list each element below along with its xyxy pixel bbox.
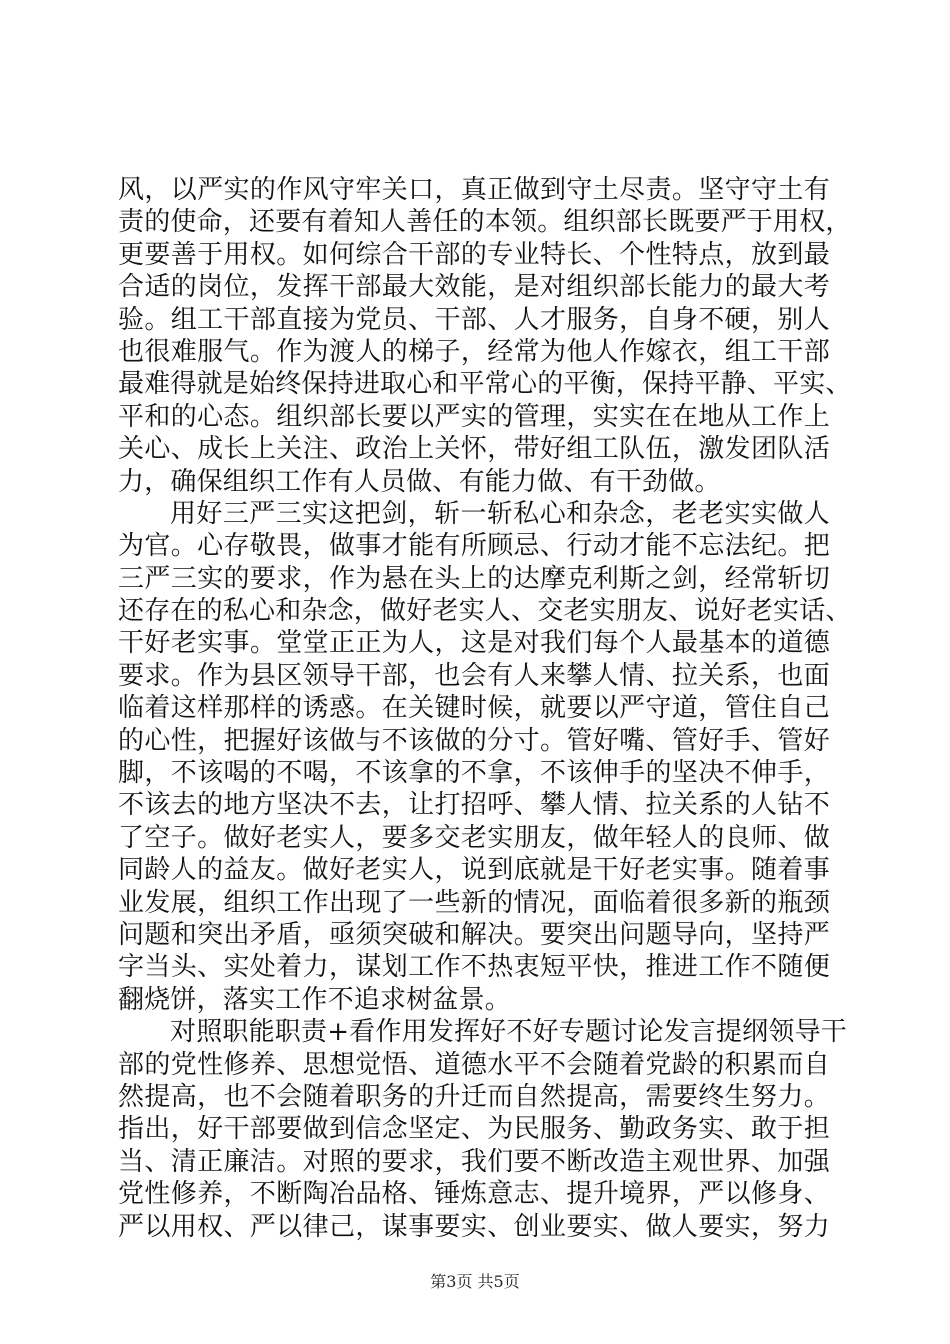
text-line: 更要善于用权。如何综合干部的专业特长、个性特点，放到最: [118, 239, 830, 270]
text-line: 同龄人的益友。做好老实人，说到底就是干好老实事。随着事: [118, 855, 830, 886]
text-line: 脚，不该喝的不喝，不该拿的不拿，不该伸手的坚决不伸手，: [118, 758, 830, 789]
text-line: 字当头、实处着力，谋划工作不热衷短平快，推进工作不随便: [118, 952, 830, 983]
text-line: 合适的岗位，发挥干部最大效能，是对组织部长能力的最大考: [118, 272, 830, 303]
text-line: 要求。作为县区领导干部，也会有人来攀人情、拉关系，也面: [118, 660, 830, 691]
paragraph: [118, 498, 852, 1016]
text-line: 问题和突出矛盾，亟须突破和解决。要突出问题导向，坚持严: [118, 919, 830, 950]
text-line: 不该去的地方坚决不去，让打招呼、攀人情、拉关系的人钻不: [118, 790, 830, 821]
text-line: 业发展，组织工作出现了一些新的情况，面临着很多新的瓶颈: [118, 887, 830, 918]
text-line: 三严三实的要求，作为悬在头上的达摩克利斯之剑，经常斩切: [118, 563, 830, 594]
text-line: 风，以严实的作风守牢关口，真正做到守土尽责。坚守守土有: [118, 175, 830, 205]
text-line: 最难得就是始终保持进取心和平常心的平衡，保持平静、平实、: [118, 369, 852, 400]
text-line: 指出，好干部要做到信念坚定、为民服务、勤政务实、敢于担: [118, 1114, 830, 1145]
text-line: 平和的心态。组织部长要以严实的管理，实实在在地从工作上: [118, 401, 830, 432]
text-line: 对照职能职责+看作用发挥好不好专题讨论发言提纲领导干: [170, 1017, 847, 1048]
text-line: 了空子。做好老实人，要多交老实朋友，做年轻人的良师、做: [118, 822, 830, 853]
text-line: 还存在的私心和杂念，做好老实人、交老实朋友、说好老实话、: [118, 596, 852, 627]
document-body: [118, 174, 852, 1243]
text-line: 为官。心存敬畏，做事才能有所顾忌、行动才能不忘法纪。把: [118, 531, 830, 562]
text-line: 的心性，把握好该做与不该做的分寸。管好嘴、管好手、管好: [118, 725, 830, 756]
text-line: 责的使命，还要有着知人善任的本领。组织部长既要严于用权，: [118, 207, 852, 238]
text-line: 当、清正廉洁。对照的要求，我们要不断改造主观世界、加强: [118, 1146, 830, 1177]
text-line: 也很难服气。作为渡人的梯子，经常为他人作嫁衣，组工干部: [118, 336, 830, 367]
text-line: 党性修养，不断陶冶品格、锤炼意志、提升境界，严以修身、: [118, 1179, 830, 1210]
text-line: 干好老实事。堂堂正正为人，这是对我们每个人最基本的道德: [118, 628, 830, 659]
paragraph: [118, 1016, 847, 1243]
text-line: 验。组工干部直接为党员、干部、人才服务，自身不硬，别人: [118, 304, 830, 335]
text-line: 关心、成长上关注、政治上关怀，带好组工队伍，激发团队活: [118, 434, 830, 465]
text-line: 严以用权、严以律己，谋事要实、创业要实、做人要实，努力: [118, 1211, 830, 1242]
text-line: 力，确保组织工作有人员做、有能力做、有干劲做。: [118, 466, 721, 497]
text-line: 翻烧饼，落实工作不追求树盆景。: [118, 984, 512, 1015]
text-line: 用好三严三实这把剑，斩一斩私心和杂念，老老实实做人: [170, 498, 830, 529]
text-line: 部的党性修养、思想觉悟、道德水平不会随着党龄的积累而自: [118, 1049, 830, 1080]
text-line: 然提高，也不会随着职务的升迁而自然提高，需要终生努力。: [118, 1081, 830, 1112]
text-line: 临着这样那样的诱惑。在关键时候，就要以严守道，管住自己: [118, 693, 830, 724]
page-footer: 第3页 共5页: [430, 1272, 520, 1291]
paragraph: [118, 174, 852, 498]
